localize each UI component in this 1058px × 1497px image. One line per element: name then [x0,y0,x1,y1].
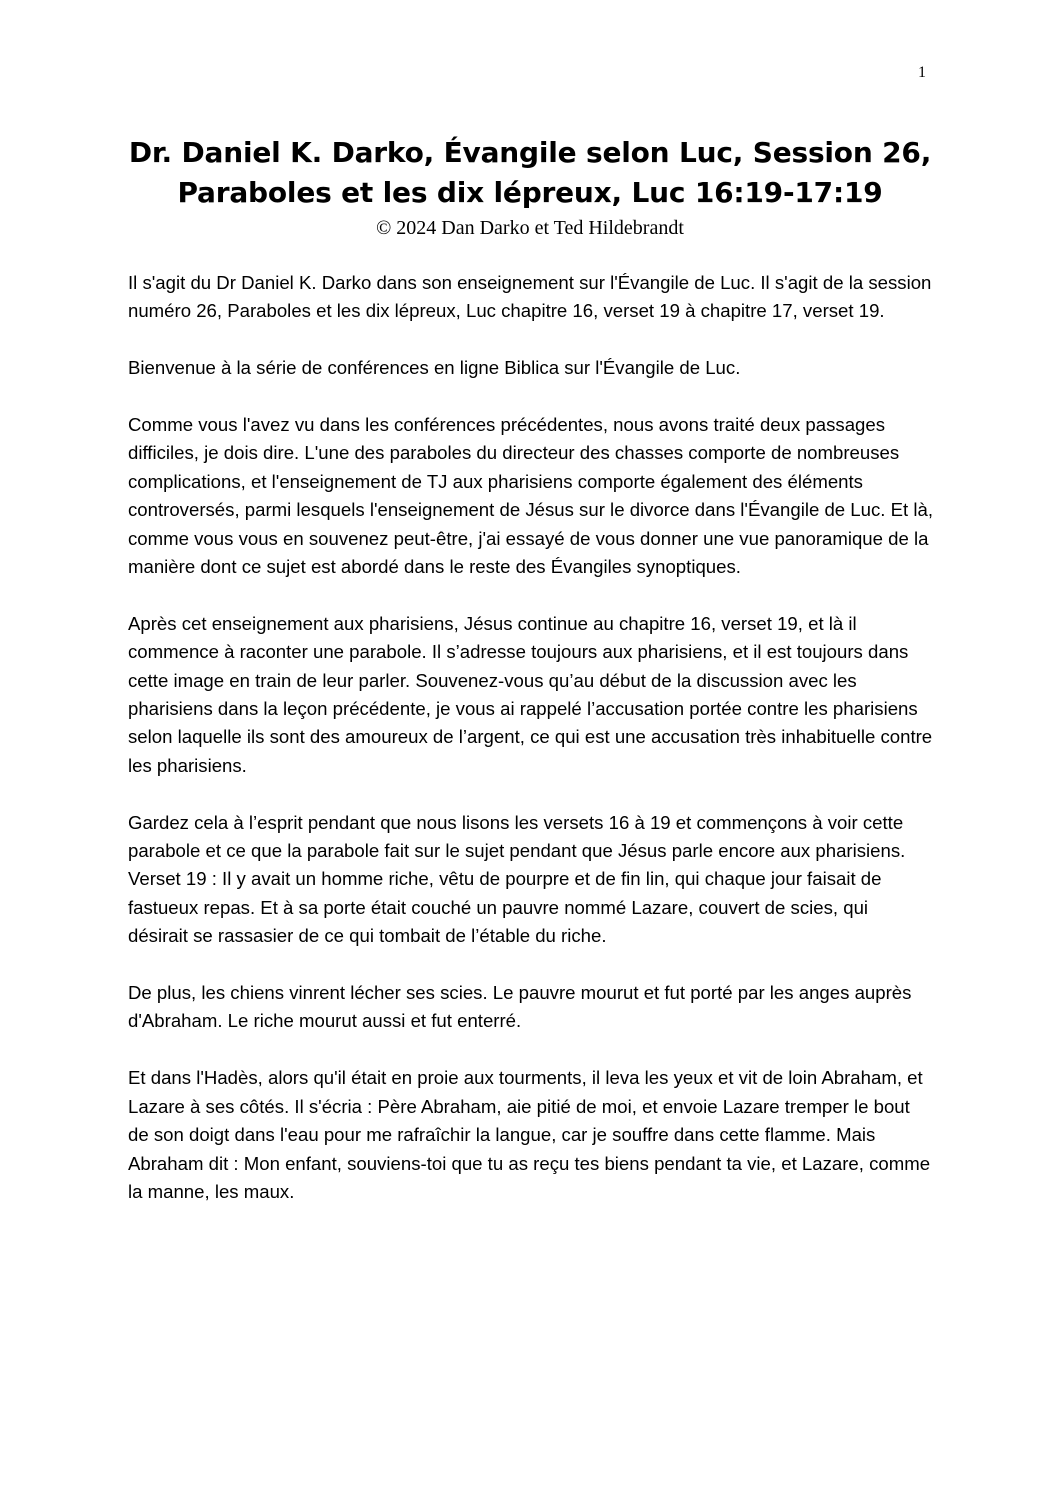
document-body [128,269,933,1235]
paragraph-previous-lectures: Comme vous l'avez vu dans les conférences précédentes, nous avons traité deux passages difficiles, je dois dire. L'une des paraboles du directeur des chasses comporte de nombreuses complications, et l'enseignement de TJ aux pharisiens comporte également des éléments controversés, parmi lesquels l'enseignement de Jésus sur le divorce dans l'Évangile de Luc. Et là, comme vous vous en souvenez peut-être, j'ai essayé de vous donner une vue panoramique de la manière dont ce sujet est abordé dans le reste des Évangiles synoptiques. [128,414,933,578]
copyright-notice: © 2024 Dan Darko et Ted Hildebrandt [376,217,684,239]
paragraph-welcome: Bienvenue à la série de conférences en ligne Biblica sur l'Évangile de Luc. [128,357,741,379]
paragraph-hades: Et dans l'Hadès, alors qu'il était en proie aux tourments, il leva les yeux et vit de loin Abraham, et Lazare à ses côtés. Il s'écria : Père Abraham, aie pitié de moi, et envoie Lazare tremper le bout de son doigt dans l'eau pour me rafraîchir la langue, car je souffre dans cette flamme. Mais Abraham dit : Mon enfant, souviens-toi que tu as reçu tes biens pendant ta vie, et Lazare, comme la manne, les maux. [128,1067,931,1202]
paragraph-dogs: De plus, les chiens vinrent lécher ses scies. Le pauvre mourut et fut porté par les anges auprès d'Abraham. Le riche mourut aussi et fut enterré. [128,982,912,1032]
page-number: 1 [918,64,926,81]
document-title-line-2: Paraboles et les dix lépreux, Luc 16:19-17:19 [177,176,883,209]
paragraph-verse-19: Gardez cela à l’esprit pendant que nous lisons les versets 16 à 19 et commençons à voir cette parabole et ce que la parabole fait sur le sujet pendant que Jésus parle encore aux pharisiens. Verset 19 : Il y avait un homme riche, vêtu de pourpre et de fin lin, qui chaque jour faisait de fastueux repas. Et à sa porte était couché un pauvre nommé Lazare, couvert de scies, qui désirait se rassasier de ce qui tombait de l’étable du riche. [128,811,906,947]
document-title [90,133,970,213]
document-title-line-1: Dr. Daniel K. Darko, Évangile selon Luc, Session 26, [128,136,932,169]
paragraph-parable-start: Après cet enseignement aux pharisiens, Jésus continue au chapitre 16, verset 19, et là il commence à raconter une parabole. Il s’adresse toujours aux pharisiens, et il est toujours dans cette image en train de leur parler. Souvenez-vous qu’au début de la discussion avec les pharisiens dans la leçon précédente, je vous ai rappelé l’accusation portée contre les pharisiens selon laquelle ils sont des amoureux de l’argent, ce qui est une accusation très inhabituelle contre les pharisiens. [128,612,933,776]
paragraph-intro: Il s'agit du Dr Daniel K. Darko dans son enseignement sur l'Évangile de Luc. Il s'agit de la session numéro 26, Paraboles et les dix lépreux, Luc chapitre 16, verset 19 à chapitre 17, verset 19. [128,272,932,322]
